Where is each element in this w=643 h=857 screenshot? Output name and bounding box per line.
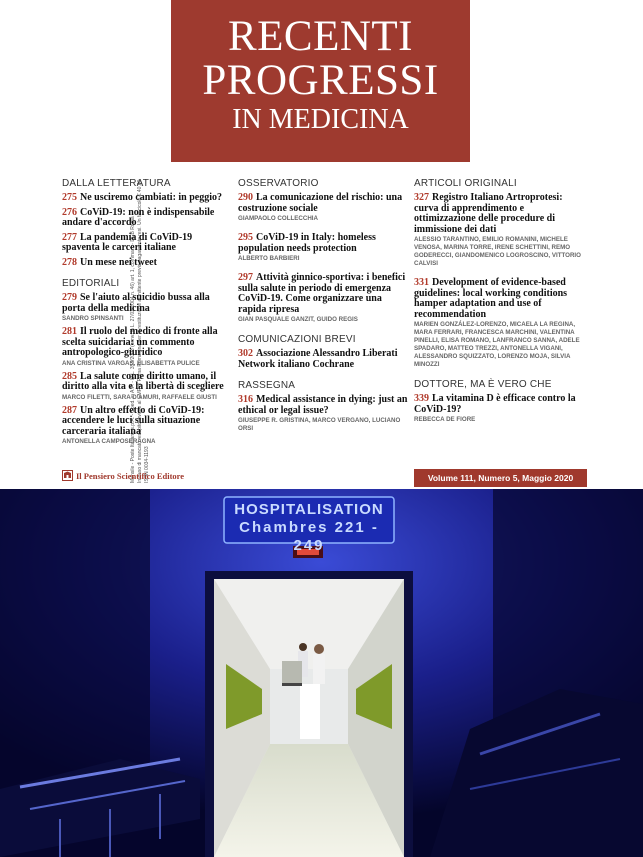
page-number: 331 xyxy=(414,277,429,288)
article-authors: GIAMPAOLO COLLECCHIA xyxy=(238,215,318,222)
toc-item[interactable] xyxy=(62,258,232,269)
page-number: 290 xyxy=(238,192,253,203)
toc-item[interactable] xyxy=(62,327,232,368)
page-number: 275 xyxy=(62,192,77,203)
article-title: Ne usciremo cambiati: in peggio? xyxy=(80,192,223,203)
page-number: 316 xyxy=(238,394,253,405)
masthead xyxy=(171,0,470,162)
postal-text-line-2: In caso di mancato recapito inviare al CMP di Roma Romanina per la restituzione al mittente previo pagamento resi. Un fascicolo € 40,00 xyxy=(137,179,143,483)
toc-item[interactable] xyxy=(62,233,232,254)
toc-item[interactable] xyxy=(62,293,232,323)
article-authors: MARIEN GONZÁLEZ-LORENZO, MICAELA LA REGINA, MARA FERRARI, FRANCESCA MARCHINI, VALENTINA PINELLI, ELISA ROMANO, LANFRANCO SANNA, ADELE SPADARO, MATTEO TREZZI, ANTONELLA VIGANI, ALESSANDRO SQUIZZATO, LORENZO MOJA, SILVIA MINOZZI xyxy=(414,321,580,368)
page-number: 339 xyxy=(414,393,429,404)
issn-text: ISSN 0034-1193 xyxy=(144,446,150,483)
article-title: Il ruolo del medico di fronte alla scelta suicidaria: un commento antropologico-giuridico xyxy=(62,326,218,358)
article-authors: ALESSIO TARANTINO, EMILIO ROMANINI, MICHELE VENOSA, MARINA TORRE, IRENE SCHETTINI, REMO GODERECCI, GIANDOMENICO LOGROSCINO, VITTORIO CALVISI xyxy=(414,236,581,267)
toc-item[interactable] xyxy=(414,394,586,424)
article-title: CoViD-19 in Italy: homeless population needs protection xyxy=(238,232,376,254)
page-number: 276 xyxy=(62,206,77,218)
article-title: Un altro effetto di CoViD-19: accendere le luci sulla situazione carceraria italiana xyxy=(62,404,205,437)
page-number: 295 xyxy=(238,232,253,243)
toc-item[interactable] xyxy=(238,233,408,263)
article-title: La vitamina D è efficace contro la CoViD-19? xyxy=(414,393,576,415)
article-authors: MARCO FILETTI, SARA D'AMURI, RAFFAELE GIUSTI xyxy=(62,393,217,401)
cover-photo-hospital-corridor xyxy=(0,489,643,857)
page-number: 281 xyxy=(62,326,77,337)
toc-column-2 xyxy=(238,178,408,437)
section-heading: COMUNICAZIONI BREVI xyxy=(238,334,356,345)
masthead-line-3: IN MEDICINA xyxy=(232,104,409,135)
page-number: 297 xyxy=(238,272,253,283)
page-number: 277 xyxy=(62,231,77,243)
page-number: 287 xyxy=(62,404,77,416)
masthead-line-1: RECENTI xyxy=(227,13,414,60)
publisher-logo xyxy=(62,470,184,481)
toc-item[interactable] xyxy=(62,372,232,402)
toc-item[interactable] xyxy=(238,193,408,223)
sign-text-rooms: Chambres 221 - 249 xyxy=(239,519,379,554)
section-heading: RASSEGNA xyxy=(238,380,296,391)
toc-item[interactable] xyxy=(238,395,408,433)
article-title: Medical assistance in dying: just an ethical or legal issue? xyxy=(238,394,408,416)
page-number: 285 xyxy=(62,370,77,382)
article-title: CoViD-19: non è indispensabile andare d'accordo xyxy=(62,206,215,228)
toc-column-3 xyxy=(414,178,586,428)
article-authors: GIUSEPPE R. GRISTINA, MARCO VERGANO, LUCIANO ORSI xyxy=(238,417,401,432)
page-number: 278 xyxy=(62,256,77,268)
toc-item[interactable] xyxy=(414,193,586,268)
article-title: Un mese nei tweet xyxy=(80,256,157,268)
toc-item[interactable] xyxy=(62,193,232,204)
masthead-line-2: PROGRESSI xyxy=(202,57,439,104)
toc-item[interactable] xyxy=(62,406,232,447)
article-title: Associazione Alessandro Liberati Network italiano Cochrane xyxy=(238,348,398,370)
article-title: Attività ginnico-sportiva: i benefici sulla salute in periodo di emergenza CoViD-19. Come organizzare una rapida ripresa xyxy=(238,272,406,315)
toc-item[interactable] xyxy=(62,208,232,229)
article-title: La pandemia di CoViD-19 spaventa le carceri italiane xyxy=(62,231,193,253)
section-heading: DOTTORE, MA È VERO CHE xyxy=(414,379,552,390)
section-heading: DALLA LETTERATURA xyxy=(62,178,171,189)
article-authors: REBECCA DE FIORE xyxy=(414,416,476,423)
volume-badge: Volume 111, Numero 5, Maggio 2020 xyxy=(414,469,587,487)
page-number: 327 xyxy=(414,192,429,203)
article-title: La salute come diritto umano, il diritto alla vita e la libertà di scegliere xyxy=(62,370,224,392)
publisher-name: Il Pensiero Scientifico Editore xyxy=(76,470,185,481)
article-title: Development of evidence-based guidelines: local working conditions hamper adaptation and use of recommendation xyxy=(414,277,568,320)
section-heading: OSSERVATORIO xyxy=(238,178,319,189)
sign-text-hospitalisation: HOSPITALISATION xyxy=(234,501,384,518)
toc-item[interactable] xyxy=(238,349,408,370)
article-title: Se l'aiuto al suicidio bussa alla porta della medicina xyxy=(62,292,210,314)
toc-column-1 xyxy=(62,178,232,450)
page-number: 279 xyxy=(62,292,77,303)
publisher-emblem-icon xyxy=(62,470,73,481)
article-authors: ANTONELLA CAMPOSERAGNA xyxy=(62,438,156,445)
article-authors: ANA CRISTINA VARGAS, ELISABETTA PULICE xyxy=(62,359,200,367)
section-heading: EDITORIALI xyxy=(62,278,120,289)
article-authors: ALBERTO BARBIERI xyxy=(238,255,300,262)
postal-text-line-1: Mensile - Poste Italiane s.p.A. - Sped. in A.P. - D.L. 353/2003 (conv. in L. 27/02/2004 n. 46) art. 1, comma 1 - DCB Roma xyxy=(130,216,136,483)
article-title: La comunicazione del rischio: una costruzione sociale xyxy=(238,192,403,214)
article-authors: SANDRO SPINSANTI xyxy=(62,315,124,322)
article-authors: GIAN PASQUALE GANZIT, GUIDO REGIS xyxy=(238,316,358,323)
section-heading: ARTICOLI ORIGINALI xyxy=(414,178,517,189)
toc-item[interactable] xyxy=(414,278,586,369)
page-number: 302 xyxy=(238,348,253,359)
toc-item[interactable] xyxy=(238,273,408,324)
article-title: Registro Italiano Artroprotesi: curva di apprendimento e ottimizzazione delle procedure di immissione dei dati xyxy=(414,192,563,235)
